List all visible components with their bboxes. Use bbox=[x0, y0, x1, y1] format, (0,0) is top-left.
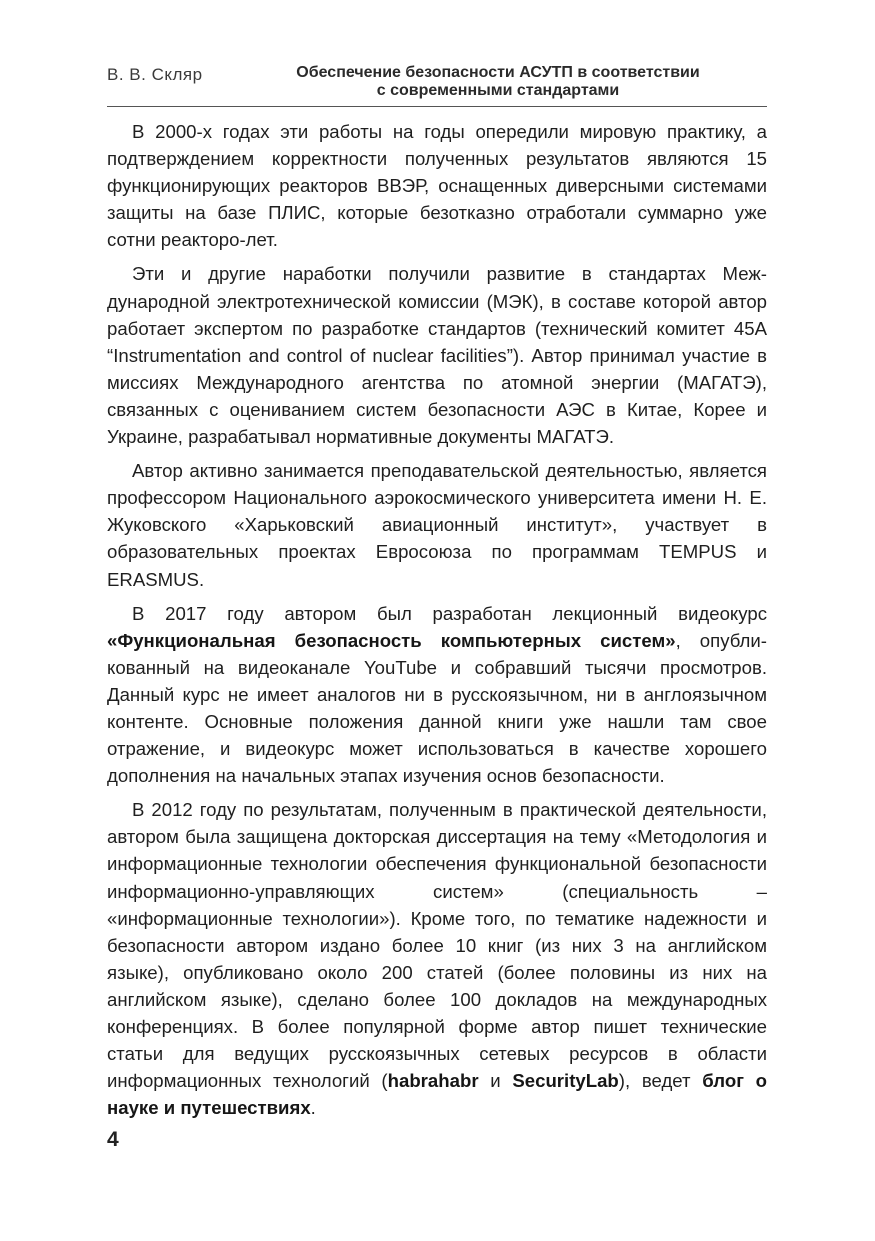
paragraph-2: Эти и другие наработки получили развитие в стандартах Международной электротехнической комиссии (МЭК), в составе которой автор работает экспертом по разработке стандартов (технический комитет 45A “Instrumentation and control of nuclear facilities”). Автор принимал участие в миссиях Международного агентства по атомной энергии (МАГАТЭ), связанных с оцениванием систем безопасности АЭС в Китае, Корее и Украине, разрабатывал нормативные документы МАГАТЭ. bbox=[107, 263, 767, 448]
paragraph-5-text-middle: ), ведет bbox=[618, 1070, 703, 1092]
paragraph-4-text-start: В 2017 году автором был разработан лекционный видеокурс bbox=[132, 602, 767, 624]
paragraph-3: Автор активно занимается преподавательской деятельностью, является профессором Национального аэрокосмического университета имени Н. Е. Жуковского «Харьковский авиационный институт», участвует в образовательных проектах Евросоюза по программам TEMPUS и ERASMUS. bbox=[107, 460, 767, 590]
running-header bbox=[107, 64, 767, 104]
header-divider bbox=[107, 106, 767, 107]
paragraph-5-text-end: . bbox=[310, 1097, 316, 1119]
resource-securitylab: SecurityLab bbox=[512, 1070, 619, 1092]
author-name: В. В. Скляр bbox=[107, 65, 203, 84]
paragraph-4-text-end: , опубликованный на видеоканале YouTube и собравший тысячи просмотров. Данный курс не имеет аналогов ни в русскоязычном, ни в англоязычном контенте. Основные положения данной книги уже нашли там свое отражение, и видеокурс может использоваться в качестве хорошего дополнения на начальных этапах изучения основ безопасности. bbox=[107, 629, 767, 787]
book-title bbox=[229, 64, 767, 100]
body-text bbox=[107, 118, 767, 1121]
paragraph-4 bbox=[107, 600, 767, 790]
paragraph-5 bbox=[107, 796, 767, 1121]
book-title-line-2: с современными стандартами bbox=[376, 82, 620, 99]
video-course-title: «Функциональная безопасность компьютерных систем» bbox=[107, 629, 676, 651]
resource-habrahabr: habrahabr bbox=[387, 1070, 479, 1092]
paragraph-5-conjunction: и bbox=[478, 1070, 513, 1092]
book-title-line-1: Обеспечение безопасности АСУТП в соответствии bbox=[296, 64, 700, 81]
paragraph-1: В 2000-х годах эти работы на годы опередили мировую практику, а подтверждением корректности полученных результатов являются 15 функционирующих реакторов ВВЭР, оснащенных диверсными системами защиты на базе ПЛИС, которые безотказно отработали суммарно уже сотни реакторо-лет. bbox=[107, 121, 767, 251]
page-number: 4 bbox=[107, 1128, 119, 1151]
paragraph-5-text-start: В 2012 году по результатам, полученным в практической деятельности, автором была защищена докторская диссертация на тему «Методология и информационные технологии обеспечения функциональной безопасности информационно-управляющих систем» (специальность – «информационные технологии»). Кроме того, по тематике надежности и безопасности автором издано более 10 книг (из них 3 на английском языке), опубликовано около 200 статей (более половины из них на английском языке), сделано более 100 докладов на международных конференциях. В более популярной форме автор пишет технические статьи для ведущих русскоязычных сетевых ресурсов в области информационных технологий ( bbox=[107, 799, 767, 1092]
blog-title: блог о науке и путешествиях bbox=[107, 1070, 767, 1119]
